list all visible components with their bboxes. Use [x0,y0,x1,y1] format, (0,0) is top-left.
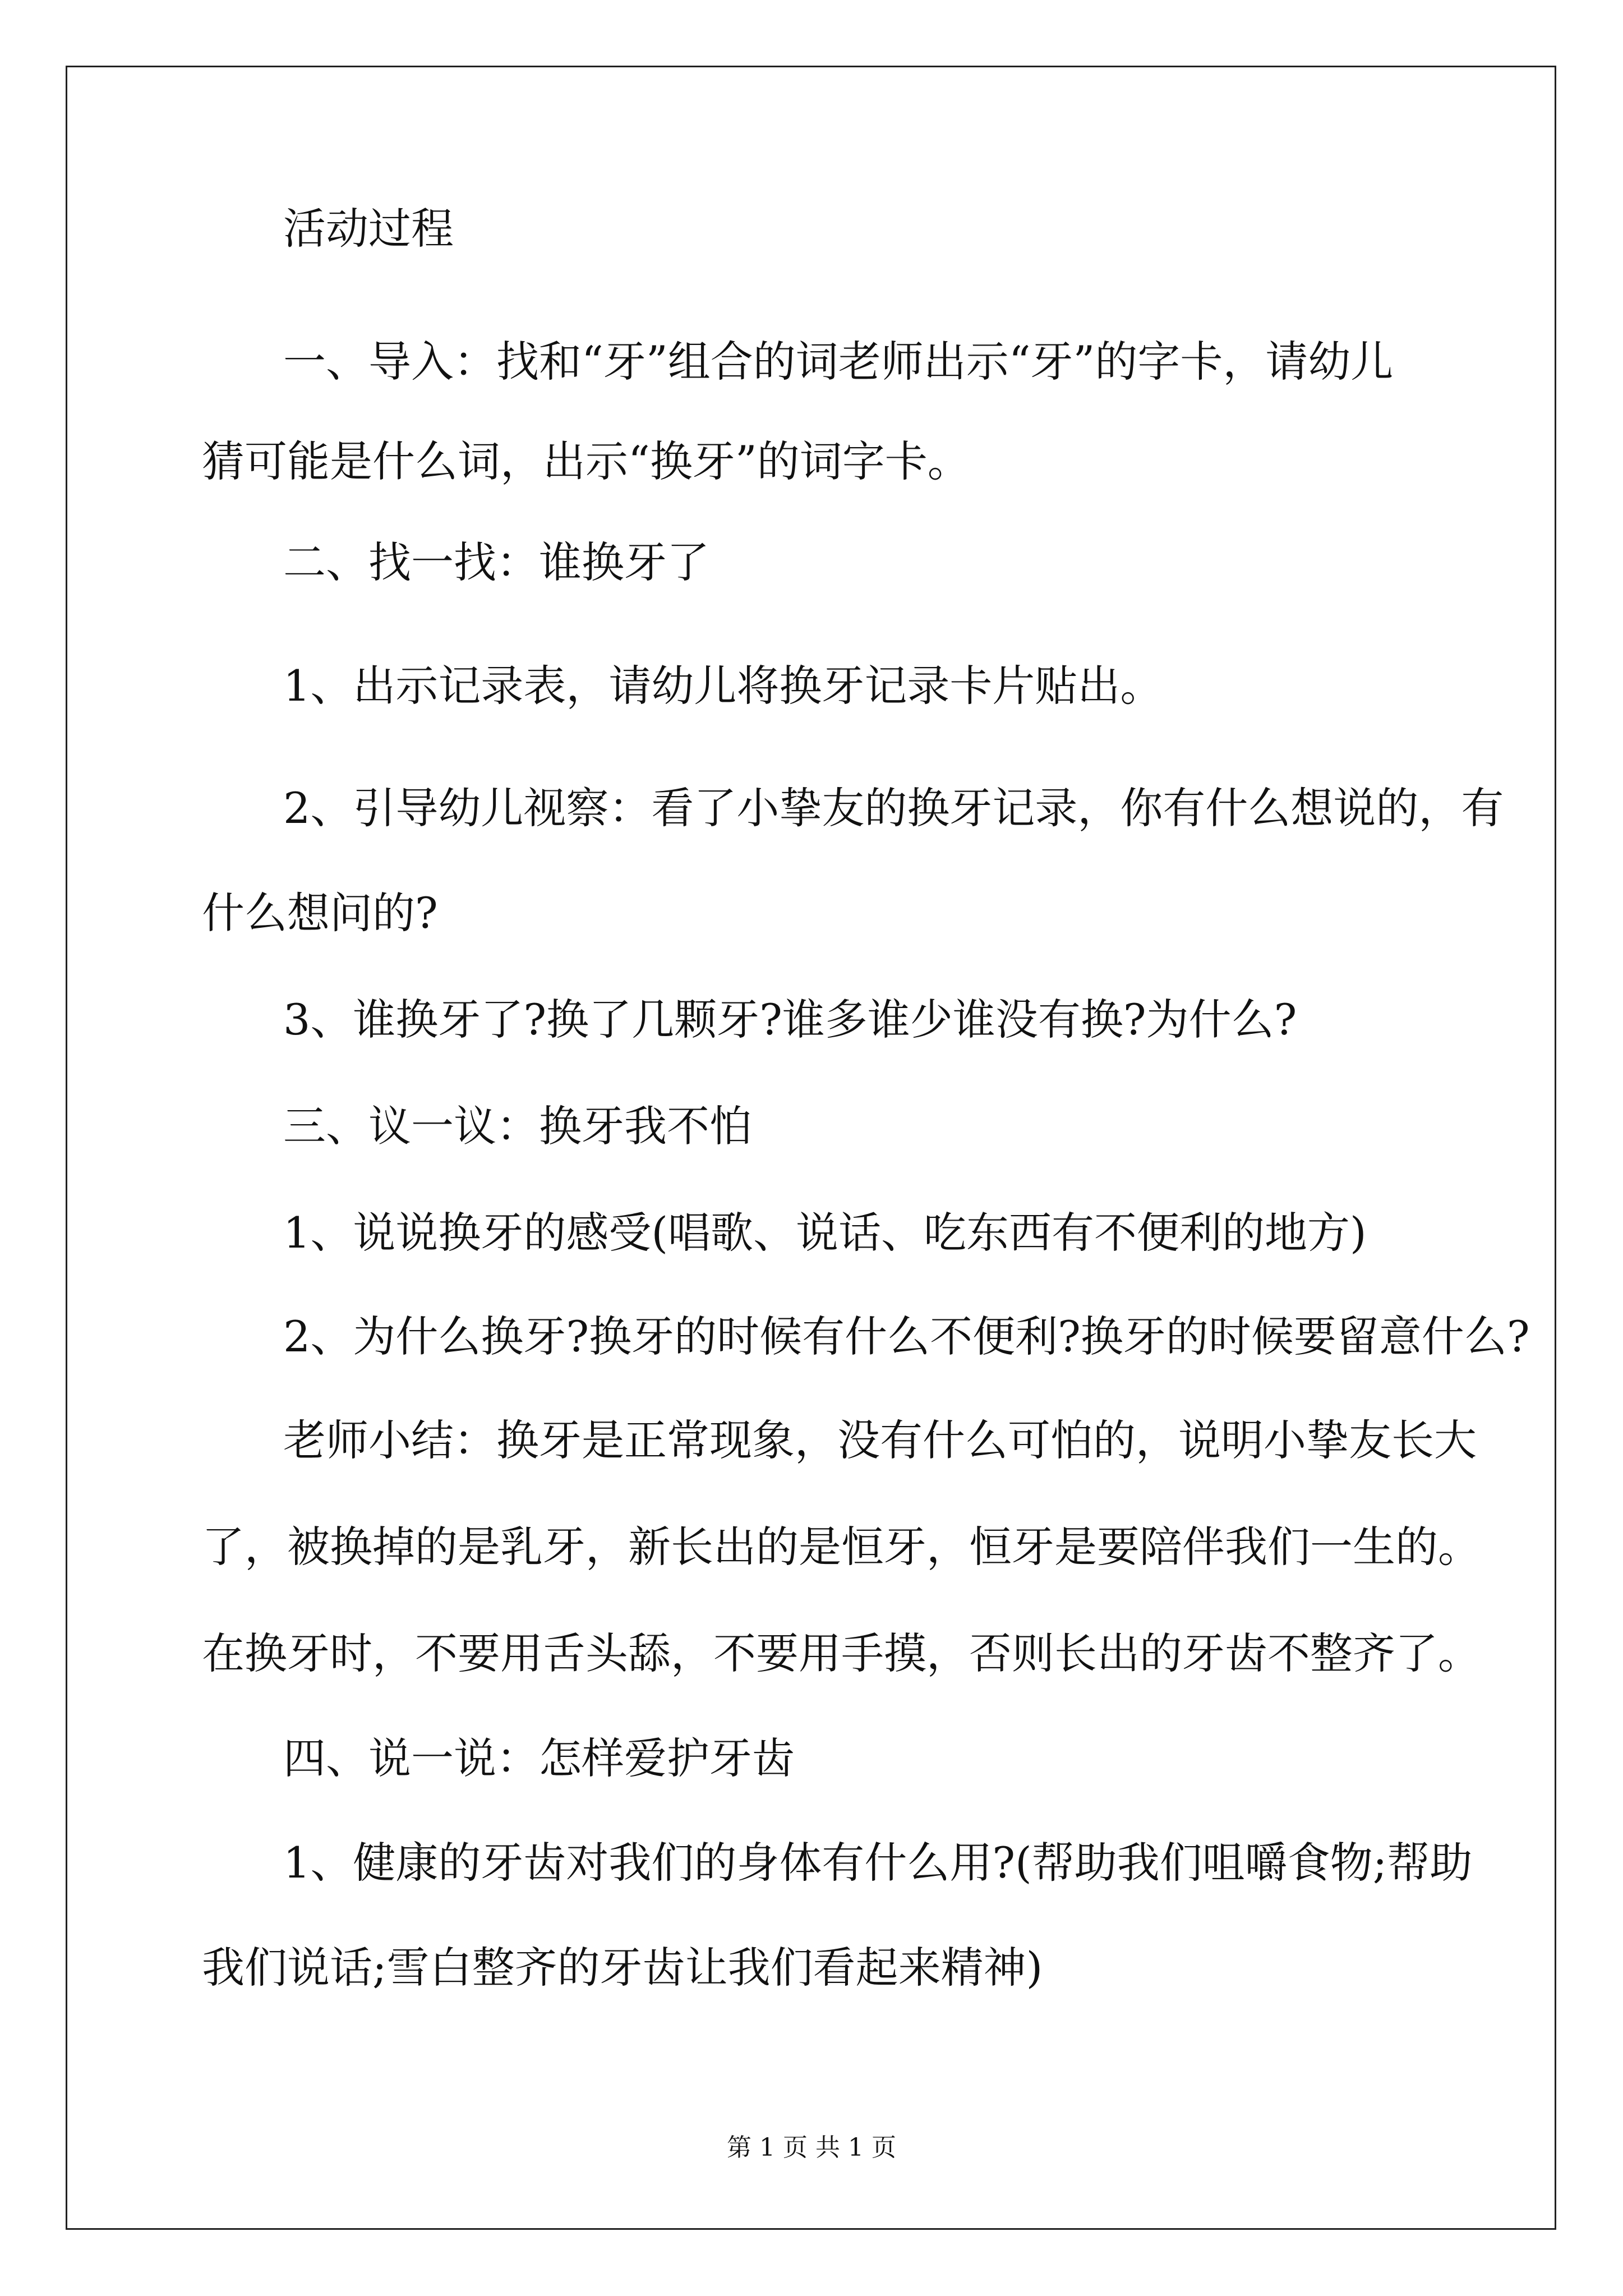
paragraph-line: 了，被换掉的是乳牙，新长出的是恒牙，恒牙是要陪伴我们一生的。 [202,1522,1481,1572]
paragraph-line: 我们说话;雪白整齐的牙齿让我们看起来精神) [202,1943,1043,1993]
paragraph-line: 猜可能是什么词，出示“换牙”的词字卡。 [202,436,970,486]
paragraph-line: 在换牙时，不要用舌头舔，不要用手摸，否则长出的牙齿不整齐了。 [202,1628,1481,1678]
paragraph-line: 2、为什么换牙?换牙的时候有什么不便利?换牙的时候要留意什么? [283,1312,1530,1361]
section-heading: 活动过程 [283,204,454,254]
paragraph-line: 1、出示记录表，请幼儿将换牙记录卡片贴出。 [283,661,1163,711]
paragraph-line: 1、说说换牙的感受(唱歌、说话、吃东西有不便利的地方) [283,1208,1367,1258]
paragraph-line: 老师小结：换牙是正常现象，没有什么可怕的，说明小挚友长大 [283,1415,1477,1465]
paragraph-line: 3、谁换牙了?换了几颗牙?谁多谁少谁没有换?为什么? [283,995,1297,1045]
paragraph-line: 一、导入：找和“牙”组合的词老师出示“牙”的字卡，请幼儿 [283,337,1394,386]
section-heading: 二、找一找：谁换牙了 [283,537,709,587]
section-heading: 三、议一议：换牙我不怕 [283,1101,752,1151]
paragraph-line: 2、引导幼儿视察：看了小挚友的换牙记录，你有什么想说的，有 [283,783,1504,833]
paragraph-line: 什么想问的? [202,888,438,938]
paragraph-line: 1、健康的牙齿对我们的身体有什么用?(帮助我们咀嚼食物;帮助 [283,1838,1473,1888]
section-heading: 四、说一说：怎样爱护牙齿 [283,1733,795,1783]
page-number-footer: 第 1 页 共 1 页 [727,2133,896,2162]
